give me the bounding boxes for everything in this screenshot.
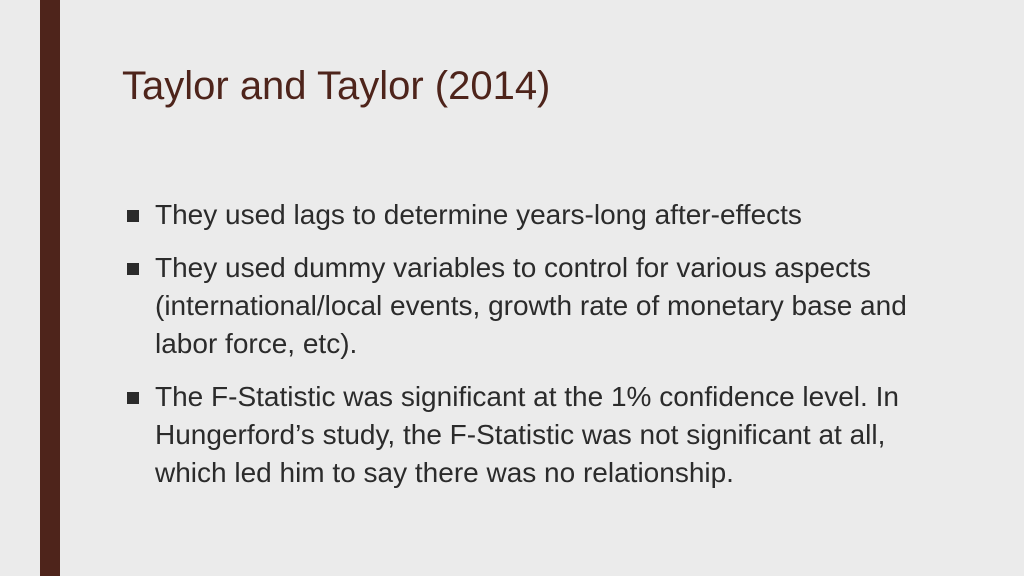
square-bullet-icon <box>127 210 139 222</box>
bullet-text: The F-Statistic was significant at the 1% confidence level. In Hungerford’s study, the F-Statistic was not significant at all, which led him to say there was no relationship. <box>155 381 899 488</box>
square-bullet-icon <box>127 392 139 404</box>
slide-title: Taylor and Taylor (2014) <box>122 64 551 108</box>
accent-bar <box>40 0 60 576</box>
bullet-item-dummy-variables <box>127 249 927 363</box>
bullet-text: They used dummy variables to control for various aspects (international/local events, growth rate of monetary base and labor force, etc). <box>155 252 907 359</box>
bullet-text: They used lags to determine years-long after-effects <box>155 199 802 230</box>
square-bullet-icon <box>127 263 139 275</box>
bullet-item-f-statistic <box>127 378 927 492</box>
bullet-item-lags <box>127 196 927 234</box>
bullet-list <box>127 196 927 507</box>
